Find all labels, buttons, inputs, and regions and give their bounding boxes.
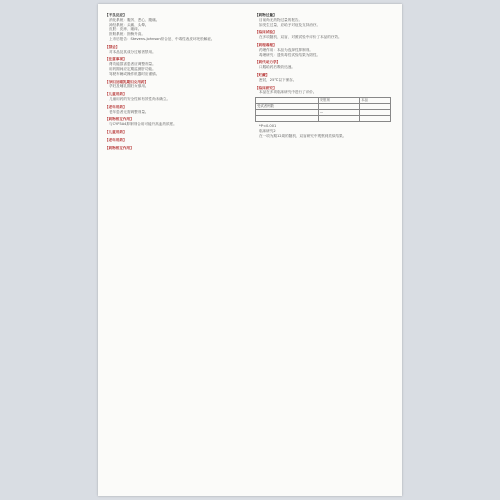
section-heading: 【药理毒理】	[255, 42, 277, 47]
body-text-line: 肾功能损害患者应调整剂量。	[109, 62, 156, 67]
body-text-line: 口服给药后吸收迅速。	[259, 65, 295, 70]
body-text-line: 目前尚无药物过量的报告。	[259, 17, 303, 22]
section-heading: 【老年用药】	[105, 137, 127, 142]
table-cell: 受试者例数	[256, 104, 319, 110]
section-heading: 【注意事项】	[105, 57, 127, 62]
body-text-line: 对本品及其成分过敏者禁用。	[109, 49, 156, 54]
table-row	[256, 116, 391, 122]
body-text-line: 在多项随机、双盲、对照试验中评价了本品的疗效。	[259, 35, 342, 40]
body-text-line: 肝胆系统：肝酶升高。	[109, 32, 145, 37]
table-cell	[318, 116, 359, 122]
section-heading: 【儿童用药】	[105, 92, 127, 97]
section-heading: 【药物相互作用】	[105, 117, 134, 122]
right-column	[255, 10, 395, 139]
left-column	[105, 10, 245, 150]
section-heading: 【不良反应】	[105, 13, 127, 17]
section-heading: 【药代动力学】	[255, 60, 281, 65]
body-text-line: 儿童用药的安全性和有效性尚未确立。	[109, 96, 171, 101]
table-cell	[360, 116, 391, 122]
section-heading: 【药物过量】	[255, 13, 277, 17]
table-header-cell: 本品	[360, 98, 391, 104]
body-text-line: 上市后报告：Stevens-Johnson综合征、中毒性表皮坏死松解症。	[109, 36, 215, 41]
body-text-line: 密封，25℃以下保存。	[259, 77, 297, 82]
right-column-tail	[255, 124, 395, 138]
table-cell	[256, 116, 319, 122]
body-text-line: 驾驶车辆或操作机器时应谨慎。	[109, 71, 160, 76]
body-text-line: 在一项为期12周的随机、双盲研究中观察到类似结果。	[259, 133, 347, 138]
section-heading: 【贮藏】	[255, 72, 270, 77]
section-heading: 【临床研究】	[255, 85, 277, 90]
section-heading: 【孕妇及哺乳期妇女用药】	[105, 79, 149, 84]
section-heading: 【儿童用药】	[105, 129, 127, 134]
body-text-line: 消化系统：腹泻、恶心、腹痛。	[109, 17, 160, 22]
body-text-line: 临床研究2	[259, 128, 276, 133]
body-text-line: 用药期间应定期监测肝功能。	[109, 66, 156, 71]
section-heading: 【禁忌】	[105, 44, 120, 49]
package-insert-page	[98, 4, 402, 496]
body-text-line: 本品在多项临床研究中进行了评价。	[259, 90, 317, 95]
efficacy-table	[255, 97, 391, 122]
body-text-line: 皮肤：皮疹、瘙痒。	[109, 27, 142, 32]
table-header-cell: 安慰剂	[318, 98, 359, 104]
body-text-line: 药理作用：本品为选择性抑制剂。	[259, 47, 313, 52]
section-heading: 【老年用药】	[105, 104, 127, 109]
body-text-line: 孕妇及哺乳期妇女慎用。	[109, 84, 149, 89]
right-column-top	[255, 13, 395, 95]
body-text-line: 老年患者无需调整剂量。	[109, 109, 149, 114]
body-text-line: 神经系统：头痛、头晕。	[109, 22, 149, 27]
table-cell: —	[318, 110, 359, 116]
body-text-line: 毒理研究：遗传毒性试验结果为阴性。	[259, 52, 321, 57]
section-heading: 【临床试验】	[255, 30, 277, 35]
section-heading: 【药物相互作用】	[105, 145, 134, 150]
body-text-line: 如发生过量，应给予对症及支持治疗。	[259, 22, 321, 27]
body-text-line: *P<0.001	[259, 124, 277, 129]
body-text-line: 与CYP3A4抑制剂合用可能升高血药浓度。	[109, 122, 177, 127]
